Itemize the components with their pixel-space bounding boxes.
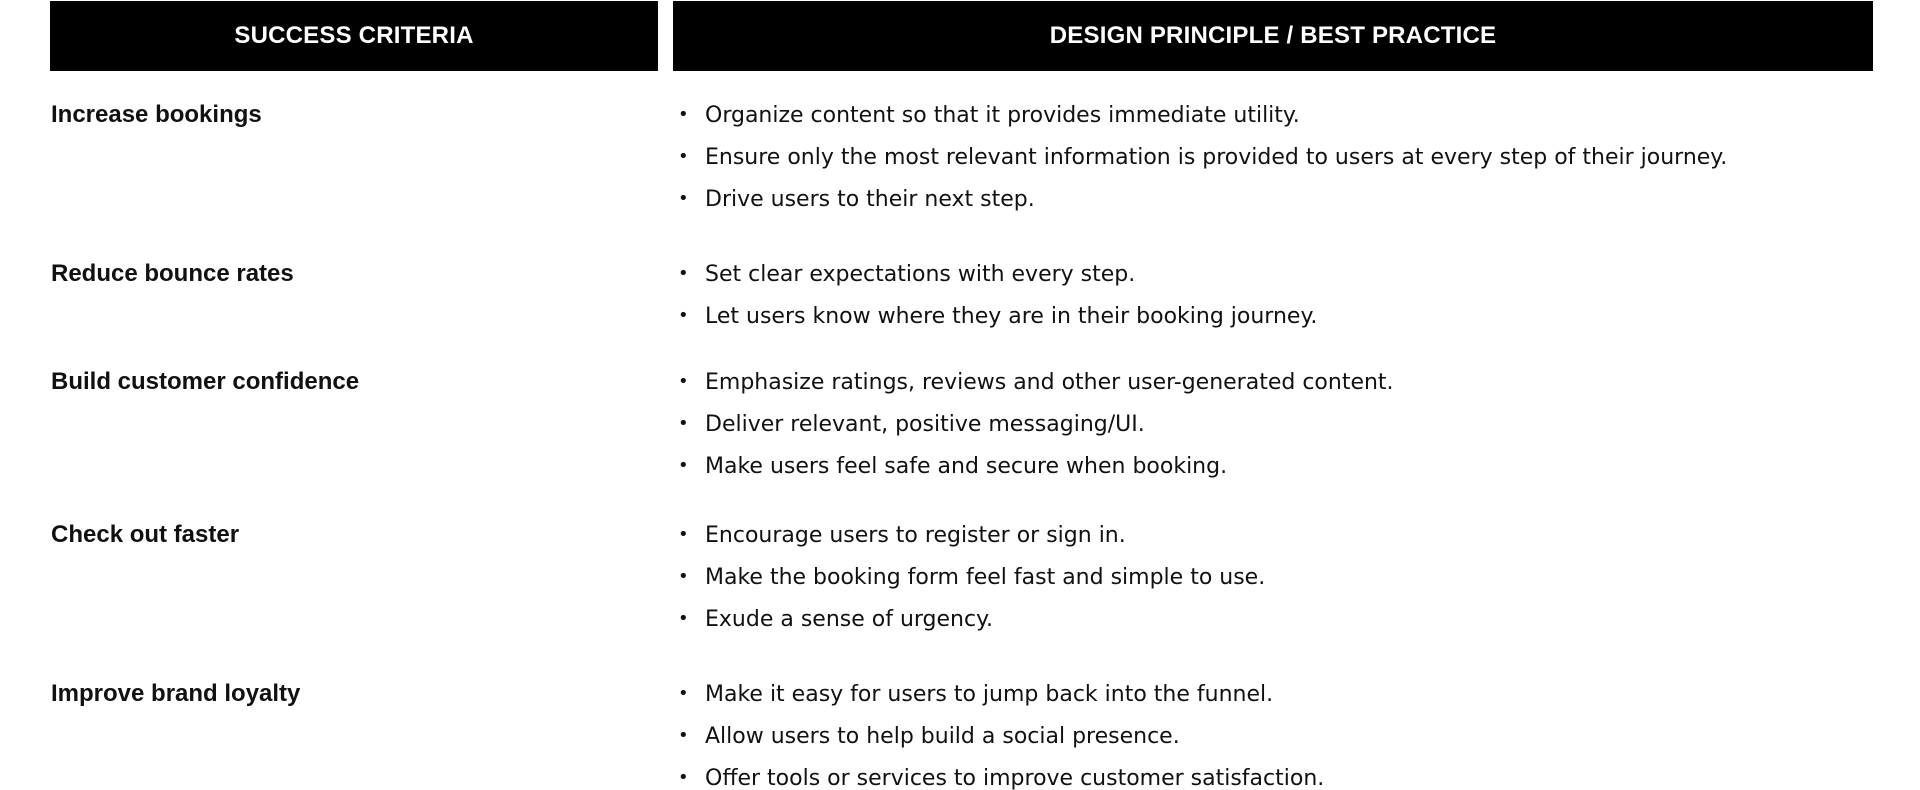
bullet-icon: •: [678, 371, 689, 392]
bullet-icon: •: [678, 188, 689, 209]
practice-item: [678, 716, 1324, 758]
criterion-label: Build customer confidence: [51, 368, 360, 395]
practice-list: [678, 362, 1394, 488]
header-design-principle: DESIGN PRINCIPLE / BEST PRACTICE: [673, 1, 1873, 71]
practice-item: [678, 137, 1727, 179]
bullet-icon: •: [678, 413, 689, 434]
practice-text: Allow users to help build a social presence.: [705, 724, 1180, 749]
practice-text: Deliver relevant, positive messaging/UI.: [705, 412, 1145, 437]
criterion-label: Improve brand loyalty: [51, 680, 301, 707]
criterion-label: Check out faster: [51, 521, 240, 548]
practice-text: Make users feel safe and secure when booking.: [705, 454, 1228, 479]
practice-item: [678, 254, 1317, 296]
practice-text: Emphasize ratings, reviews and other user-generated content.: [705, 370, 1394, 395]
header-success-criteria: SUCCESS CRITERIA: [50, 1, 658, 71]
bullet-icon: •: [678, 608, 689, 629]
practice-text: Make the booking form feel fast and simple to use.: [705, 565, 1266, 590]
practice-item: [678, 515, 1265, 557]
criterion-label: Reduce bounce rates: [51, 260, 294, 287]
practice-item: [678, 95, 1727, 137]
practice-text: Make it easy for users to jump back into the funnel.: [705, 682, 1274, 707]
practice-item: [678, 362, 1394, 404]
practice-list: [678, 674, 1324, 790]
practice-list: [678, 95, 1727, 221]
practice-item: [678, 557, 1265, 599]
bullet-icon: •: [678, 104, 689, 125]
practice-list: [678, 515, 1265, 641]
practice-text: Ensure only the most relevant information is provided to users at every step of their journey.: [705, 145, 1728, 170]
bullet-icon: •: [678, 455, 689, 476]
practice-text: Encourage users to register or sign in.: [705, 523, 1126, 548]
practice-item: [678, 599, 1265, 641]
bullet-icon: •: [678, 146, 689, 167]
bullet-icon: •: [678, 767, 689, 788]
criterion-label: Increase bookings: [51, 101, 262, 128]
practice-text: Drive users to their next step.: [705, 187, 1035, 212]
practice-item: [678, 758, 1324, 790]
practice-item: [678, 179, 1727, 221]
bullet-icon: •: [678, 305, 689, 326]
bullet-icon: •: [678, 524, 689, 545]
practice-item: [678, 404, 1394, 446]
bullet-icon: •: [678, 263, 689, 284]
practice-item: [678, 674, 1324, 716]
practice-text: Offer tools or services to improve customer satisfaction.: [705, 766, 1325, 790]
practice-text: Exude a sense of urgency.: [705, 607, 993, 632]
practice-item: [678, 296, 1317, 338]
bullet-icon: •: [678, 566, 689, 587]
bullet-icon: •: [678, 683, 689, 704]
practice-list: [678, 254, 1317, 338]
bullet-icon: •: [678, 725, 689, 746]
practice-item: [678, 446, 1394, 488]
practice-text: Let users know where they are in their booking journey.: [705, 304, 1318, 329]
practice-text: Set clear expectations with every step.: [705, 262, 1136, 287]
practice-text: Organize content so that it provides immediate utility.: [705, 103, 1300, 128]
